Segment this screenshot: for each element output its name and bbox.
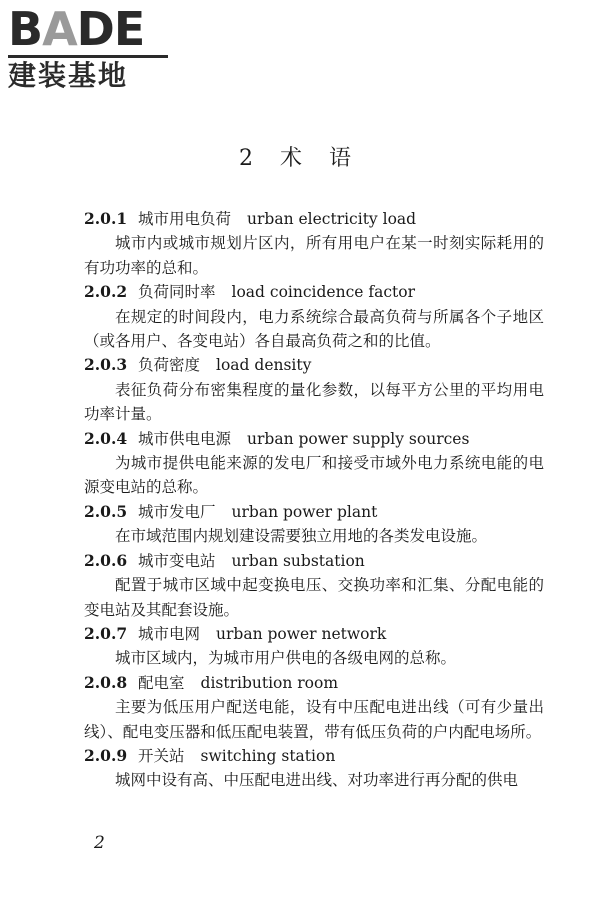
term-definition: 在市域范围内规划建设需要独立用地的各类发电设施。 bbox=[115, 527, 488, 546]
term-english: urban electricity load bbox=[247, 210, 417, 228]
term-english: urban power supply sources bbox=[247, 429, 470, 448]
terms-list bbox=[84, 207, 544, 793]
logo-letter-a: A bbox=[42, 2, 77, 56]
term-heading-2-0-3 bbox=[84, 353, 544, 377]
term-number: 2.0.6 bbox=[84, 550, 128, 570]
term-english: load coincidence factor bbox=[231, 283, 415, 302]
term-definition: 城市内或城市规划片区内，所有用电户在某一时刻实际耗用的有功功率的总和。 bbox=[84, 234, 544, 277]
term-definition: 配置于城市区域中起变换电压、交换功率和汇集、分配电能的变电站及其配套设施。 bbox=[84, 576, 544, 619]
term-chinese: 城市发电厂 bbox=[138, 502, 216, 521]
term-definition: 城市区域内，为城市用户供电的各级电网的总称。 bbox=[115, 649, 457, 668]
bade-logo bbox=[8, 4, 178, 94]
term-number: 2.0.3 bbox=[84, 355, 128, 375]
term-heading-2-0-7 bbox=[84, 622, 544, 646]
term-definition: 为城市提供电能来源的发电厂和接受市域外电力系统电能的电源变电站的总称。 bbox=[84, 454, 544, 497]
term-english: urban power plant bbox=[231, 502, 378, 521]
term-heading-2-0-4 bbox=[84, 427, 544, 451]
term-chinese: 负荷密度 bbox=[138, 356, 201, 375]
logo-letter-b: B bbox=[8, 2, 43, 56]
term-number: 2.0.7 bbox=[84, 623, 128, 643]
term-number: 2.0.1 bbox=[84, 209, 128, 228]
logo-subtitle: 建装基地 bbox=[8, 59, 129, 92]
term-number: 2.0.9 bbox=[84, 745, 128, 765]
term-english: load density bbox=[216, 356, 312, 375]
term-definition: 在规定的时间段内，电力系统综合最高负荷与所属各个子地区（或各用户、各变电站）各自最高负荷之和的比值。 bbox=[84, 307, 544, 351]
term-number: 2.0.2 bbox=[84, 282, 128, 302]
term-english: urban power network bbox=[216, 624, 387, 643]
term-chinese: 城市变电站 bbox=[138, 551, 216, 570]
term-english: urban substation bbox=[231, 551, 365, 570]
term-chinese: 配电室 bbox=[138, 673, 185, 692]
term-heading-2-0-2 bbox=[84, 280, 544, 304]
term-chinese: 城市供电电源 bbox=[138, 429, 232, 448]
term-chinese: 负荷同时率 bbox=[138, 283, 216, 302]
term-english: switching station bbox=[200, 746, 336, 765]
term-number: 2.0.5 bbox=[84, 501, 128, 521]
term-chinese: 城市用电负荷 bbox=[138, 210, 232, 228]
logo-letters-de: DE bbox=[76, 2, 145, 56]
term-heading-2-0-1 bbox=[84, 207, 544, 231]
term-number: 2.0.8 bbox=[84, 672, 128, 692]
term-chinese: 开关站 bbox=[138, 746, 185, 765]
term-definition: 主要为低压用户配送电能，设有中压配电进出线（可有少量出线）、配电变压器和低压配电装置，带有低压负荷的户内配电场所。 bbox=[84, 698, 544, 741]
chapter-title: 2 术 语 bbox=[239, 146, 361, 171]
page-number: 2 bbox=[94, 833, 105, 853]
term-definition: 表征负荷分布密集程度的量化参数，以每平方公里的平均用电功率计量。 bbox=[84, 380, 544, 424]
term-definition: 城网中设有高、中压配电进出线、对功率进行再分配的供电 bbox=[115, 771, 519, 790]
term-heading-2-0-9 bbox=[84, 744, 544, 768]
term-number: 2.0.4 bbox=[84, 428, 128, 448]
term-english: distribution room bbox=[200, 673, 339, 692]
term-heading-2-0-5 bbox=[84, 500, 544, 524]
logo-wordmark bbox=[8, 4, 178, 54]
term-chinese: 城市电网 bbox=[138, 624, 201, 643]
term-heading-2-0-8 bbox=[84, 671, 544, 695]
term-heading-2-0-6 bbox=[84, 549, 544, 573]
